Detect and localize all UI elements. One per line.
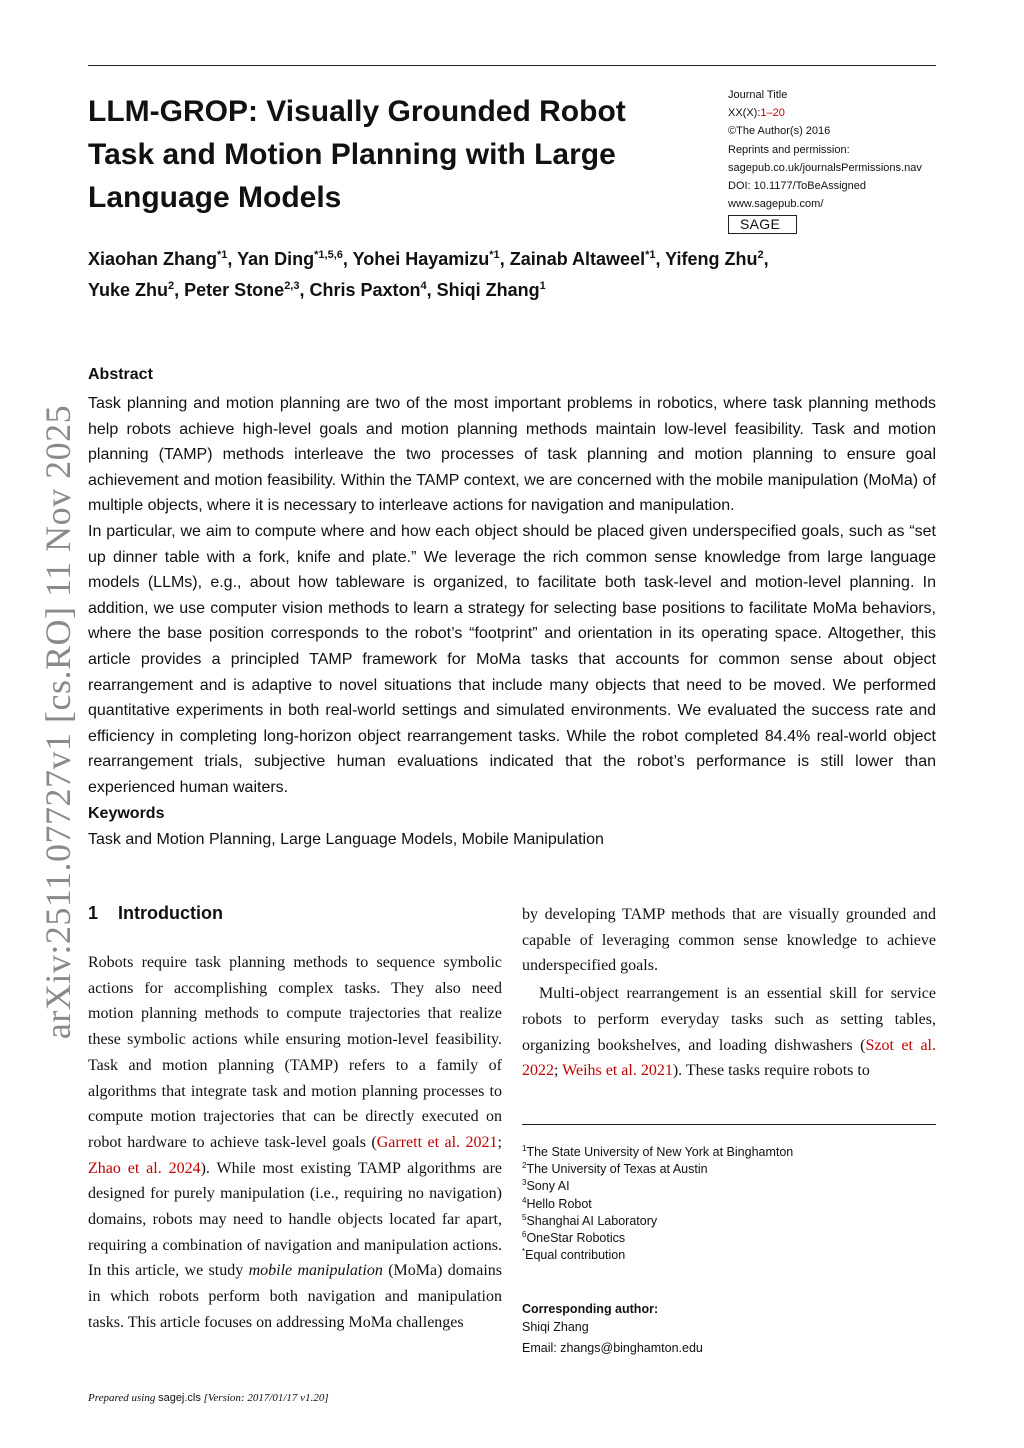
keywords-list: Task and Motion Planning, Large Language Models, Mobile Manipulation — [88, 831, 604, 848]
journal-copyright: ©The Author(s) 2016 — [728, 125, 831, 138]
footnote-text: The University of Texas at Austin — [526, 1162, 708, 1177]
author-affiliation-marks: 2 — [757, 249, 764, 261]
author — [437, 280, 546, 300]
arxiv-identifier-stamp: arXiv:2511.07727v1 [cs.RO] 11 Nov 2025 — [38, 404, 78, 1040]
citation-szot-2022[interactable]: Szot et al. 2022 — [522, 1036, 936, 1080]
author — [665, 249, 768, 269]
citation-weihs-2021[interactable]: Weihs et al. 2021 — [562, 1062, 673, 1080]
author-affiliation-marks: 1 — [539, 280, 546, 292]
author-separator: , — [763, 249, 769, 269]
abstract-paragraph: Task planning and motion planning are two of the most important problems in robotics, where task planning methods help robots achieve high-level goals and motion planning methods maintain low-level feasibility. Task and motion planning (TAMP) methods interleave the two processes of task planning and motion planning to ensure goal achievement and motion feasibility. Within the TAMP context, we are concerned with the mobile manipulation (MoMa) of multiple objects, where it is necessary to interleave actions for navigation and manipulation. — [88, 395, 936, 515]
journal-reprints: Reprints and permission: — [728, 143, 850, 156]
corresponding-author-email[interactable]: Email: zhangs@binghamton.edu — [522, 1341, 703, 1355]
author-affiliation-marks: *1 — [645, 249, 656, 261]
affiliation-footnote — [522, 1196, 936, 1213]
author-affiliation-marks: *1 — [217, 249, 228, 261]
affiliation-footnotes — [522, 1144, 936, 1264]
author — [353, 249, 510, 269]
author-separator: , — [227, 249, 238, 269]
corresponding-author-name: Shiqi Zhang — [522, 1320, 589, 1334]
author-affiliation-marks: 4 — [420, 280, 427, 292]
footnote-mark: * — [522, 1247, 526, 1257]
author — [310, 280, 437, 300]
author-name: Yohei Hayamizu — [352, 249, 490, 269]
author-name: Shiqi Zhang — [436, 280, 540, 300]
author — [88, 249, 237, 269]
footnote-text: The State University of New York at Binghamton — [526, 1145, 794, 1159]
author-name: Zainab Altaweel — [509, 249, 646, 269]
footnote-text: OneStar Robotics — [526, 1231, 626, 1246]
journal-volume-prefix: XX(X): — [728, 107, 761, 120]
keywords-heading: Keywords — [88, 805, 165, 822]
affiliation-footnote — [522, 1161, 936, 1178]
author-affiliation-marks: 2,3 — [284, 280, 300, 292]
section-heading — [88, 903, 223, 924]
journal-volume — [728, 104, 948, 122]
paper-title: LLM-GROP: Visually Grounded Robot Task and Motion Planning with Large Language Models — [88, 95, 626, 214]
author-affiliation-marks: *1 — [489, 249, 500, 261]
author-name: Yifeng Zhu — [665, 249, 758, 269]
citation-zhao-2024[interactable]: Zhao et al. 2024 — [88, 1159, 201, 1177]
intro-paragraph-2: Multi-object rearrangement is an essential skill for service robots to perform everyday tasks such as setting tables, organizing bookshelves, and loading dishwashers (Szot et al. 2022; Weihs et al. 2021). These tasks require robots to — [522, 985, 936, 1080]
emphasis-mobile-manipulation: mobile manipulation — [248, 1262, 383, 1280]
corresponding-author-label: Corresponding author: — [522, 1302, 659, 1316]
author-name: Peter Stone — [184, 280, 285, 300]
journal-pages-link[interactable]: 1–20 — [760, 107, 785, 120]
author — [510, 249, 665, 269]
footnote-mark: 2 — [522, 1161, 527, 1171]
footer-prepared-using: Prepared using sagej.cls [Version: 2017/01/17 v1.20] — [88, 1392, 329, 1404]
author-affiliation-marks: *1,5,6 — [314, 249, 343, 261]
author-name: Yuke Zhu — [88, 280, 169, 300]
author-separator: , — [299, 280, 310, 300]
intro-paragraph-1-continued: by developing TAMP methods that are visually grounded and capable of leveraging common sense knowledge to achieve underspecified goals. — [522, 906, 936, 975]
footnote-mark: 5 — [522, 1212, 527, 1222]
author-name: Chris Paxton — [309, 280, 421, 300]
author — [184, 280, 309, 300]
journal-permissions-url: sagepub.co.uk/journalsPermissions.nav — [728, 161, 922, 174]
corresponding-author — [522, 1300, 936, 1357]
section-number: 1 — [88, 903, 99, 923]
publisher-logo: SAGE — [728, 215, 797, 234]
intro-paragraph-1: Robots require task planning methods to sequence symbolic actions for accomplishing complex tasks. They also need motion planning methods to compute trajectories that realize these symbolic actions while ensuring motion-level feasibility. Task and motion planning (TAMP) refers to a family of algorithms that integrate task and motion planning processes to compute motion trajectories that can be directly executed on robot hardware to achieve task-level goals (Garrett et al. 2021; Zhao et al. 2024). While most existing TAMP algorithms are designed for purely manipulation (i.e., requiring no navigation) domains, robots may need to handle objects located far apart, requiring a combination of navigation and manipulation actions. In this article, we study mobile manipulation (MoMa) domains in which robots perform both navigation and manipulation tasks. This article focuses on addressing MoMa challenges — [88, 954, 503, 1331]
affiliation-footnote — [522, 1144, 936, 1161]
journal-website: www.sagepub.com/ — [728, 198, 824, 211]
footnote-rule — [522, 1124, 936, 1125]
journal-doi: DOI: 10.1177/ToBeAssigned — [728, 180, 866, 193]
author-separator: , — [342, 249, 353, 269]
section-title: Introduction — [118, 903, 223, 923]
author-name: Xiaohan Zhang — [88, 249, 218, 269]
author — [237, 249, 352, 269]
footnote-text: Equal contribution — [525, 1248, 626, 1263]
affiliation-footnote — [522, 1247, 936, 1264]
author-name: Yan Ding — [237, 249, 315, 269]
left-column — [88, 950, 502, 1336]
header-rule — [88, 65, 936, 66]
journal-info — [728, 86, 948, 236]
citation-garrett-2021[interactable]: Garrett et al. 2021 — [376, 1133, 498, 1151]
footnote-mark: 1 — [522, 1143, 527, 1153]
author-separator: , — [499, 249, 510, 269]
footnote-mark: 4 — [522, 1195, 527, 1205]
footnote-mark: 6 — [522, 1229, 527, 1239]
author-separator: , — [426, 280, 437, 300]
right-column — [522, 902, 936, 1084]
author-separator: , — [174, 280, 185, 300]
footer-class-file: sagej.cls — [158, 1392, 201, 1404]
footnote-text: Sony AI — [526, 1179, 570, 1194]
abstract-heading: Abstract — [88, 366, 153, 383]
abstract-body — [88, 391, 936, 801]
author-separator: , — [655, 249, 666, 269]
abstract-paragraph: In particular, we aim to compute where and how each object should be placed given underspecified goals, such as “set up dinner table with a fork, knife and plate.” We leverage the rich common sense knowledge from large language models (LLMs), e.g., about how tableware is organized, to facilitate both task-level and motion-level planning. In addition, we use computer vision methods to learn a strategy for selecting base positions to facilitate MoMa behaviors, where the base position corresponds to the robot’s “footprint” and orientation in its operating space. Altogether, this article provides a principled TAMP framework for MoMa tasks that accounts for common sense about object rearrangement and is adaptive to novel situations that include many objects that need to be moved. We performed quantitative experiments in both real-world settings and simulated environments. We evaluated the success rate and efficiency in completing long-horizon object rearrangement tasks. While the robot completed 84.4% real-world object rearrangement trials, subjective human evaluations indicated that the robot’s performance is still lower than experienced human waiters. — [88, 522, 936, 796]
footnote-text: Hello Robot — [526, 1196, 592, 1211]
footnote-text: Shanghai AI Laboratory — [526, 1213, 658, 1228]
affiliation-footnote — [522, 1213, 936, 1230]
author-list — [88, 244, 948, 306]
footnote-mark: 3 — [522, 1178, 527, 1188]
journal-name: Journal Title — [728, 89, 788, 101]
affiliation-footnote — [522, 1230, 936, 1247]
author-affiliation-marks: 2 — [168, 280, 175, 292]
author — [88, 280, 184, 300]
affiliation-footnote — [522, 1178, 936, 1195]
